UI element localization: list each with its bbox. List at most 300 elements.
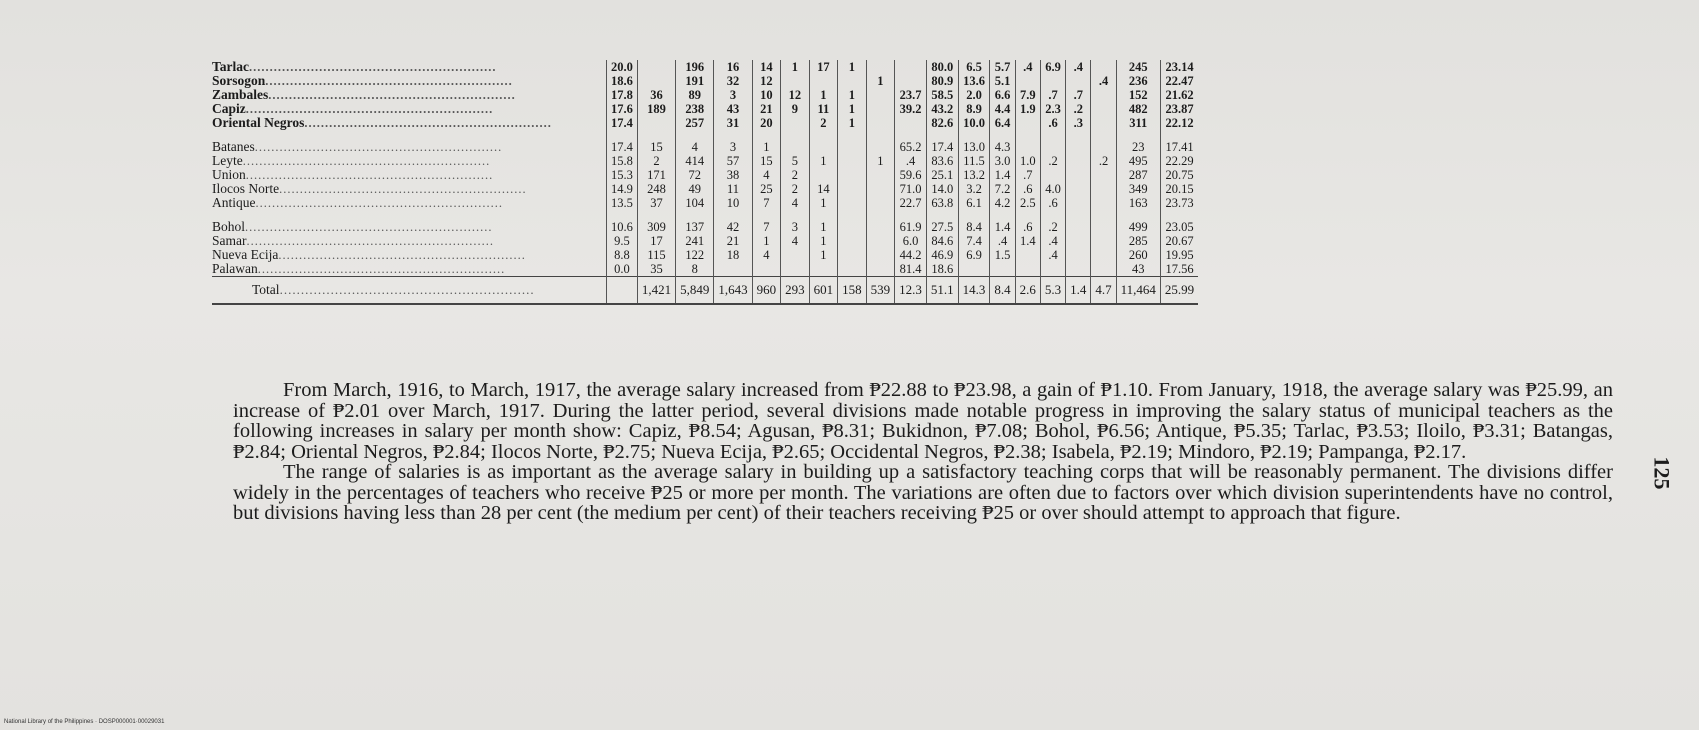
table-cell bbox=[1091, 168, 1116, 182]
leader-dots: ............................................................ bbox=[268, 88, 516, 102]
table-cell: 6.9 bbox=[958, 248, 990, 262]
table-cell: 5.7 bbox=[990, 60, 1015, 74]
table-cell: 65.2 bbox=[895, 130, 927, 154]
table-cell: 1 bbox=[809, 210, 838, 234]
table-cell: 1 bbox=[866, 154, 895, 168]
table-cell bbox=[1091, 116, 1116, 130]
body-text bbox=[233, 380, 1613, 524]
table-cell: .4 bbox=[1040, 234, 1065, 248]
table-cell bbox=[895, 60, 927, 74]
table-cell bbox=[1091, 196, 1116, 210]
table-cell: 1 bbox=[809, 248, 838, 262]
table-cell bbox=[1091, 88, 1116, 102]
table-row bbox=[212, 88, 1198, 102]
table-cell bbox=[1066, 248, 1091, 262]
table-cell bbox=[607, 277, 638, 305]
division-name: Antique bbox=[212, 196, 256, 210]
table-cell: 6.5 bbox=[958, 60, 990, 74]
table-cell: 3 bbox=[714, 130, 752, 154]
table-cell: 9 bbox=[781, 102, 810, 116]
table-cell bbox=[637, 60, 675, 74]
table-cell bbox=[809, 262, 838, 277]
table-cell bbox=[781, 116, 810, 130]
table-cell bbox=[866, 102, 895, 116]
table-cell: 18.6 bbox=[607, 74, 638, 88]
table-cell bbox=[866, 60, 895, 74]
table-cell: 3 bbox=[781, 210, 810, 234]
table-cell: 22.12 bbox=[1165, 116, 1194, 130]
table-cell: 32 bbox=[714, 74, 752, 88]
table-cell: 15.8 bbox=[607, 154, 638, 168]
division-name-cell bbox=[212, 154, 607, 168]
table-cell: 241 bbox=[676, 234, 714, 248]
table-cell: .4 bbox=[1015, 60, 1040, 74]
table-cell bbox=[866, 88, 895, 102]
table-cell: 20.67 bbox=[1165, 234, 1194, 248]
table-cell: 14.0 bbox=[926, 182, 958, 196]
table-cell: .2 bbox=[1040, 210, 1065, 234]
table-cell: 1.4 bbox=[1015, 234, 1040, 248]
table-cell: 17.4 bbox=[607, 116, 638, 130]
table-cell bbox=[1066, 182, 1091, 196]
division-name-cell bbox=[212, 168, 607, 182]
table-cell: 17.4 bbox=[926, 130, 958, 154]
table-cell: 49 bbox=[676, 182, 714, 196]
table-cell: 13.2 bbox=[958, 168, 990, 182]
table-cell: 80.9 bbox=[926, 74, 958, 88]
table-cell bbox=[781, 74, 810, 88]
table-cell: 11,464 bbox=[1116, 277, 1160, 305]
table-cell: 17.6 bbox=[607, 102, 638, 116]
leader-dots: ............................................................ bbox=[254, 140, 503, 154]
table-cell: 31 bbox=[714, 116, 752, 130]
table-cell bbox=[866, 116, 895, 130]
division-name: Zambales bbox=[212, 88, 269, 102]
table-row bbox=[212, 168, 1198, 182]
division-name-cell bbox=[212, 116, 607, 130]
table-cell: 71.0 bbox=[895, 182, 927, 196]
division-name: Batanes bbox=[212, 139, 255, 154]
table-row bbox=[212, 130, 1198, 154]
table-cell bbox=[838, 154, 867, 168]
table-cell bbox=[838, 74, 867, 88]
table-cell: 36 bbox=[637, 88, 675, 102]
table-cell: 21.62 bbox=[1165, 88, 1194, 102]
table-cell: 1 bbox=[809, 196, 838, 210]
table-cell: 51.1 bbox=[926, 277, 958, 305]
table-cell bbox=[781, 248, 810, 262]
table-cell: 601 bbox=[809, 277, 838, 305]
division-name: Sorsogon bbox=[212, 74, 266, 88]
table-cell: 8.4 bbox=[958, 210, 990, 234]
table-cell: 287 bbox=[1116, 168, 1160, 182]
table-row bbox=[212, 102, 1198, 116]
table-cell: 25.99 bbox=[1160, 277, 1198, 305]
table-cell: 9.5 bbox=[607, 234, 638, 248]
table-cell: 1 bbox=[752, 234, 781, 248]
table-cell: 59.6 bbox=[895, 168, 927, 182]
table-cell bbox=[809, 168, 838, 182]
salary-table bbox=[212, 60, 1198, 305]
table-cell: 43 bbox=[1116, 262, 1160, 277]
table-cell: 152 bbox=[1116, 88, 1160, 102]
table-cell bbox=[809, 74, 838, 88]
leader-dots: ............................................................ bbox=[257, 262, 506, 276]
division-name-cell bbox=[212, 130, 607, 154]
table-cell: 4.3 bbox=[990, 130, 1015, 154]
table-cell: 3.0 bbox=[990, 154, 1015, 168]
table-cell: 4 bbox=[676, 130, 714, 154]
table-cell: 14 bbox=[809, 182, 838, 196]
table-cell: 12.3 bbox=[895, 277, 927, 305]
table-cell: 15 bbox=[752, 154, 781, 168]
division-name-cell bbox=[212, 182, 607, 196]
table-cell: 72 bbox=[676, 168, 714, 182]
table-cell: 1.4 bbox=[1066, 277, 1091, 305]
table-cell: 81.4 bbox=[895, 262, 927, 277]
table-cell bbox=[637, 74, 675, 88]
division-name: Capiz bbox=[212, 102, 246, 116]
table-cell: 23.87 bbox=[1165, 102, 1194, 116]
table-cell: 84.6 bbox=[926, 234, 958, 248]
table-cell: 414 bbox=[676, 154, 714, 168]
division-name: Total bbox=[252, 282, 280, 297]
leader-dots: ............................................................ bbox=[242, 154, 491, 168]
table-cell bbox=[958, 262, 990, 277]
table-cell: 14.9 bbox=[607, 182, 638, 196]
table-cell: 17.56 bbox=[1165, 262, 1194, 276]
leader-dots: ............................................................ bbox=[245, 102, 494, 116]
division-name: Oriental Negros bbox=[212, 116, 305, 130]
division-name-cell bbox=[212, 234, 607, 248]
table-cell: 1.9 bbox=[1015, 102, 1040, 116]
table-cell: 61.9 bbox=[895, 210, 927, 234]
table-cell: 1.0 bbox=[1015, 154, 1040, 168]
table-row bbox=[212, 74, 1198, 88]
table-cell bbox=[866, 248, 895, 262]
table-row bbox=[212, 182, 1198, 196]
leader-dots: ............................................................ bbox=[245, 168, 494, 182]
table-cell: 285 bbox=[1116, 234, 1160, 248]
table-cell bbox=[809, 130, 838, 154]
table-cell: 17.41 bbox=[1165, 140, 1194, 154]
table-cell bbox=[1040, 262, 1065, 277]
table-cell bbox=[1091, 262, 1116, 277]
table-cell: 1.4 bbox=[990, 168, 1015, 182]
table-cell: 2.6 bbox=[1015, 277, 1040, 305]
table-cell: 23.05 bbox=[1165, 220, 1194, 234]
leader-dots: ............................................................ bbox=[255, 196, 503, 210]
division-name-cell bbox=[212, 88, 607, 102]
table-cell: 1 bbox=[866, 74, 895, 88]
table-cell: 482 bbox=[1116, 102, 1160, 116]
table-cell: 17 bbox=[809, 60, 838, 74]
leader-dots: ............................................................ bbox=[265, 74, 513, 88]
table-cell: 7 bbox=[752, 196, 781, 210]
table-cell: 163 bbox=[1116, 196, 1160, 210]
table-cell: .4 bbox=[1040, 248, 1065, 262]
table-cell: 10 bbox=[752, 88, 781, 102]
table-cell: 1,643 bbox=[714, 277, 752, 305]
table-cell bbox=[714, 262, 752, 277]
table-cell: 13.5 bbox=[607, 196, 638, 210]
table-cell: 8.8 bbox=[607, 248, 638, 262]
table-cell: 191 bbox=[676, 74, 714, 88]
table-cell bbox=[1066, 74, 1091, 88]
table-cell: 349 bbox=[1116, 182, 1160, 196]
leader-dots: ............................................................ bbox=[246, 234, 494, 248]
table-cell: 44.2 bbox=[895, 248, 927, 262]
table-cell: 7 bbox=[752, 210, 781, 234]
table-cell: 21 bbox=[752, 102, 781, 116]
table-cell: 63.8 bbox=[926, 196, 958, 210]
table-row bbox=[212, 154, 1198, 168]
table-cell: 2.5 bbox=[1015, 196, 1040, 210]
table-cell bbox=[866, 130, 895, 154]
leader-dots: ............................................................ bbox=[249, 60, 497, 74]
table-cell: 4 bbox=[752, 168, 781, 182]
table-cell: 6.1 bbox=[958, 196, 990, 210]
table-cell: 23.7 bbox=[895, 88, 927, 102]
division-name-cell bbox=[212, 210, 607, 234]
table-cell bbox=[990, 262, 1015, 277]
table-cell: 0.0 bbox=[607, 262, 638, 277]
table-cell: 248 bbox=[637, 182, 675, 196]
table-cell: 83.6 bbox=[926, 154, 958, 168]
paragraph-1: From March, 1916, to March, 1917, the average salary increased from ₱22.88 to ₱23.98, a gain of ₱1.10. From January, 1918, the average salary was ₱25.99, an increase of ₱2.01 over March, 1917. During the latter period, several divisions made notable progress in improving the salary status of municipal teachers as the following increases in salary per month show: Capiz, ₱8.54; Agusan, ₱8.31; Bukidnon, ₱7.08; Bohol, ₱6.56; Antique, ₱5.35; Tarlac, ₱3.53; Iloilo, ₱3.31; Batangas, ₱2.84; Oriental Negros, ₱2.84; Ilocos Norte, ₱2.75; Nueva Ecija, ₱2.65; Occidental Negros, ₱2.38; Isabela, ₱2.19; Mindoro, ₱2.19; Pampanga, ₱2.17. bbox=[233, 379, 1613, 463]
table-cell: 15 bbox=[637, 130, 675, 154]
table-cell: 1 bbox=[838, 116, 867, 130]
table-cell: 43 bbox=[714, 102, 752, 116]
table-cell bbox=[1040, 74, 1065, 88]
table-cell: 20.75 bbox=[1165, 168, 1194, 182]
table-cell: 8.4 bbox=[990, 277, 1015, 305]
table-cell: 10.6 bbox=[607, 210, 638, 234]
table-cell bbox=[1066, 234, 1091, 248]
division-name: Leyte bbox=[212, 154, 243, 168]
table-cell: .7 bbox=[1066, 88, 1091, 102]
table-cell: 20.0 bbox=[607, 60, 638, 74]
table-cell bbox=[1091, 60, 1116, 74]
table-cell: 20.15 bbox=[1165, 182, 1194, 196]
table-cell: 1,421 bbox=[637, 277, 675, 305]
table-cell: .6 bbox=[1040, 116, 1065, 130]
table-cell: 104 bbox=[676, 196, 714, 210]
table-cell: .2 bbox=[1066, 102, 1091, 116]
table-cell: 257 bbox=[676, 116, 714, 130]
table-cell: 2 bbox=[637, 154, 675, 168]
table-cell bbox=[1066, 262, 1091, 277]
division-name-cell bbox=[212, 262, 607, 277]
table-cell: 8 bbox=[676, 262, 714, 277]
table-cell: 158 bbox=[838, 277, 867, 305]
table-cell bbox=[1066, 130, 1091, 154]
table-cell: .2 bbox=[1091, 154, 1116, 168]
table-cell: 58.5 bbox=[926, 88, 958, 102]
table-cell bbox=[866, 262, 895, 277]
table-cell: 82.6 bbox=[926, 116, 958, 130]
table-cell bbox=[1040, 168, 1065, 182]
table-cell: 309 bbox=[637, 210, 675, 234]
table-cell: 8.9 bbox=[958, 102, 990, 116]
table-cell bbox=[1040, 130, 1065, 154]
table-cell: 122 bbox=[676, 248, 714, 262]
table-cell bbox=[781, 130, 810, 154]
table-cell bbox=[1015, 262, 1040, 277]
table-cell: 6.9 bbox=[1040, 60, 1065, 74]
table-cell: 12 bbox=[752, 74, 781, 88]
table-cell: 38 bbox=[714, 168, 752, 182]
table-cell: 4.0 bbox=[1040, 182, 1065, 196]
leader-dots: ............................................................ bbox=[304, 116, 552, 130]
table-cell: 22.29 bbox=[1165, 154, 1194, 168]
table-cell: 23.73 bbox=[1165, 196, 1194, 210]
table-cell bbox=[1015, 248, 1040, 262]
table-cell: 11 bbox=[809, 102, 838, 116]
table-cell: 22.47 bbox=[1165, 74, 1194, 88]
table-cell bbox=[838, 210, 867, 234]
table-cell: 42 bbox=[714, 210, 752, 234]
table-cell bbox=[781, 262, 810, 277]
table-cell: 4 bbox=[781, 234, 810, 248]
table-cell bbox=[1091, 102, 1116, 116]
table-cell: 17.8 bbox=[607, 88, 638, 102]
table-cell bbox=[895, 116, 927, 130]
table-cell: 115 bbox=[637, 248, 675, 262]
table-row bbox=[212, 60, 1198, 74]
table-cell: 18.6 bbox=[926, 262, 958, 277]
table-cell bbox=[1066, 196, 1091, 210]
table-cell: 27.5 bbox=[926, 210, 958, 234]
division-name: Ilocos Norte bbox=[212, 182, 280, 196]
table-cell: 57 bbox=[714, 154, 752, 168]
table-cell: 17 bbox=[637, 234, 675, 248]
table-cell bbox=[1091, 210, 1116, 234]
table-cell: 539 bbox=[866, 277, 895, 305]
table-cell bbox=[838, 234, 867, 248]
table-cell: 196 bbox=[676, 60, 714, 74]
table-cell bbox=[866, 168, 895, 182]
table-cell: .4 bbox=[895, 154, 927, 168]
table-cell: 46.9 bbox=[926, 248, 958, 262]
table-cell bbox=[637, 116, 675, 130]
table-cell bbox=[866, 210, 895, 234]
table-cell: 1 bbox=[838, 102, 867, 116]
division-name-cell bbox=[212, 60, 607, 74]
table-cell bbox=[1015, 74, 1040, 88]
table-cell: 6.4 bbox=[990, 116, 1015, 130]
table-cell: 5.1 bbox=[990, 74, 1015, 88]
table-cell bbox=[1066, 154, 1091, 168]
table-cell: 17.4 bbox=[607, 130, 638, 154]
table-cell: 10.0 bbox=[958, 116, 990, 130]
table-cell: .7 bbox=[1040, 88, 1065, 102]
table-cell bbox=[866, 234, 895, 248]
division-name: Samar bbox=[212, 234, 247, 248]
table-cell: 16 bbox=[714, 60, 752, 74]
division-name-cell bbox=[212, 248, 607, 262]
table-cell bbox=[838, 182, 867, 196]
table-cell bbox=[752, 262, 781, 277]
table-cell: 5.3 bbox=[1040, 277, 1065, 305]
table-cell: 18 bbox=[714, 248, 752, 262]
table-cell: 39.2 bbox=[895, 102, 927, 116]
table-cell: 89 bbox=[676, 88, 714, 102]
table-row bbox=[212, 248, 1198, 262]
table-cell: 14 bbox=[752, 60, 781, 74]
table-cell bbox=[866, 196, 895, 210]
table-cell: 1 bbox=[809, 154, 838, 168]
table-cell: 1 bbox=[781, 60, 810, 74]
table-cell bbox=[838, 262, 867, 277]
table-cell bbox=[1066, 168, 1091, 182]
table-cell: .6 bbox=[1015, 210, 1040, 234]
table-cell: .6 bbox=[1040, 196, 1065, 210]
table-cell: 20 bbox=[752, 116, 781, 130]
table-cell bbox=[895, 74, 927, 88]
leader-dots: ............................................................ bbox=[279, 282, 535, 297]
table-cell: 236 bbox=[1116, 74, 1160, 88]
table-cell: 23 bbox=[1116, 130, 1160, 154]
table-cell: 37 bbox=[637, 196, 675, 210]
table-cell: 3.2 bbox=[958, 182, 990, 196]
table-cell: 1 bbox=[752, 130, 781, 154]
table-cell bbox=[1066, 210, 1091, 234]
table-cell: 11 bbox=[714, 182, 752, 196]
division-name: Nueva Ecija bbox=[212, 248, 279, 262]
table-cell: 189 bbox=[637, 102, 675, 116]
table-cell: 19.95 bbox=[1165, 248, 1194, 262]
table-cell: .4 bbox=[990, 234, 1015, 248]
table-cell: 3 bbox=[714, 88, 752, 102]
paragraph-2: The range of salaries is as important as the average salary in building up a satisfactory teaching corps that will be reasonably permanent. The divisions differ widely in the percentages of teachers who receive ₱25 or more per month. The variations are often due to factors over which division superintendents have no control, but divisions having less than 28 per cent (the medium per cent) of their teachers receiving ₱25 or over should attempt to approach that figure. bbox=[233, 461, 1613, 524]
division-name: Tarlac bbox=[212, 60, 249, 74]
table-cell: 5 bbox=[781, 154, 810, 168]
table-cell: 1.4 bbox=[990, 210, 1015, 234]
table-cell: 22.7 bbox=[895, 196, 927, 210]
table-cell: 311 bbox=[1116, 116, 1160, 130]
table-row bbox=[212, 116, 1198, 130]
table-cell: 7.2 bbox=[990, 182, 1015, 196]
table-cell: .2 bbox=[1040, 154, 1065, 168]
table-cell: .6 bbox=[1015, 182, 1040, 196]
table-cell: 2 bbox=[781, 182, 810, 196]
table-cell: 13.0 bbox=[958, 130, 990, 154]
table-row bbox=[212, 277, 1198, 305]
table-cell: 4 bbox=[752, 248, 781, 262]
table-cell: 293 bbox=[781, 277, 810, 305]
table-cell bbox=[1091, 182, 1116, 196]
table-cell: 14.3 bbox=[958, 277, 990, 305]
table-cell: 25 bbox=[752, 182, 781, 196]
table-cell: 7.9 bbox=[1015, 88, 1040, 102]
table-cell: 495 bbox=[1116, 154, 1160, 168]
table-cell: 4.7 bbox=[1091, 277, 1116, 305]
leader-dots: ............................................................ bbox=[279, 182, 527, 196]
table-cell bbox=[1091, 234, 1116, 248]
division-name-cell bbox=[212, 196, 607, 210]
table-cell: 4.2 bbox=[990, 196, 1015, 210]
table-cell: 1 bbox=[838, 60, 867, 74]
table-cell: 1.5 bbox=[990, 248, 1015, 262]
table-cell: 1 bbox=[838, 88, 867, 102]
table-row bbox=[212, 210, 1198, 234]
table-cell: 5,849 bbox=[676, 277, 714, 305]
table-cell: 11.5 bbox=[958, 154, 990, 168]
table-cell bbox=[866, 182, 895, 196]
table-cell: 35 bbox=[637, 262, 675, 277]
table-cell: 80.0 bbox=[926, 60, 958, 74]
